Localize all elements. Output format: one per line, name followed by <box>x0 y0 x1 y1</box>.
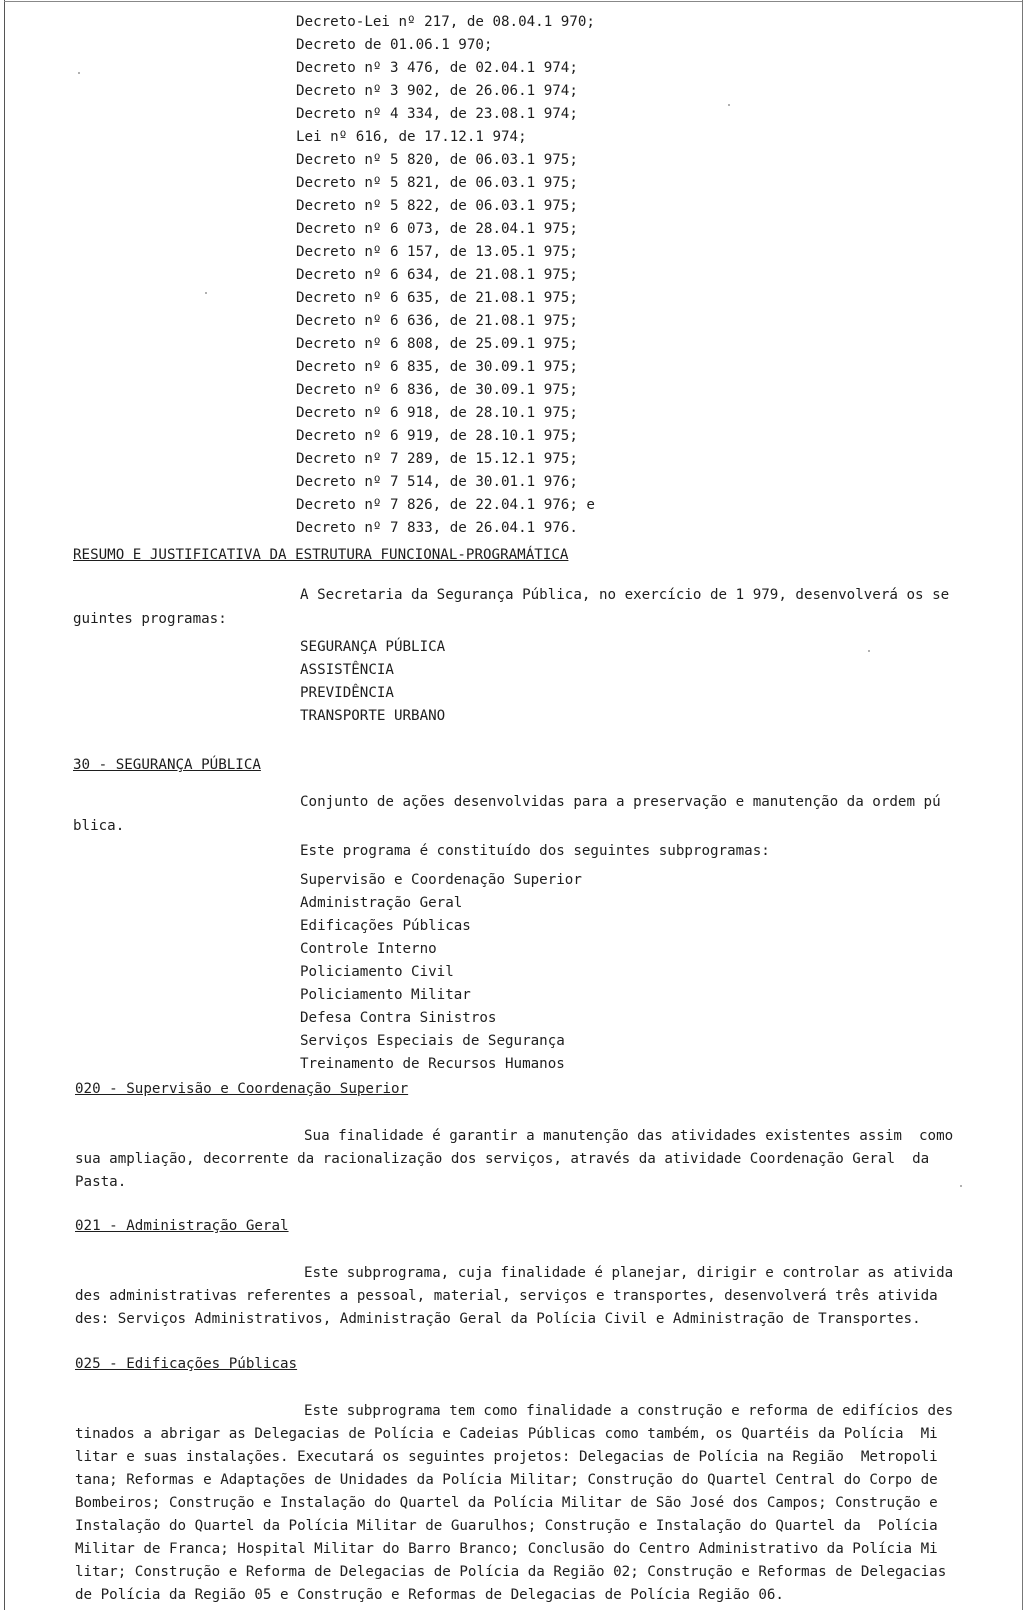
s021-heading: 021 - Administração Geral <box>75 1218 289 1234</box>
seguranca-desc-line: blica. <box>73 818 125 834</box>
subprogram-item: Supervisão e Coordenação Superior <box>300 872 582 888</box>
s020-body-line: Pasta. <box>75 1174 127 1190</box>
decree-item: Decreto nº 5 820, de 06.03.1 975; <box>296 152 578 168</box>
s025-body-line: litar; Construção e Reforma de Delegacias de Polícia da Região 02; Construção e Reformas de Delegacias <box>75 1564 947 1580</box>
decree-item: Decreto nº 6 808, de 25.09.1 975; <box>296 336 578 352</box>
scan-speck <box>960 1185 962 1187</box>
scan-speck <box>868 650 870 652</box>
decree-item: Decreto nº 5 822, de 06.03.1 975; <box>296 198 578 214</box>
s025-body-line: Este subprograma tem como finalidade a construção e reforma de edifícios des <box>304 1403 954 1419</box>
decree-item: Decreto nº 7 289, de 15.12.1 975; <box>296 451 578 467</box>
scan-speck <box>205 292 207 294</box>
subprogram-item: Administração Geral <box>300 895 463 911</box>
s020-heading: 020 - Supervisão e Coordenação Superior <box>75 1081 409 1097</box>
left-border-line <box>4 0 5 1610</box>
s025-body-line: tinados a abrigar as Delegacias de Polícia e Cadeias Públicas como também, os Quartéis da Polícia Mi <box>75 1426 938 1442</box>
s025-heading: 025 - Edificações Públicas <box>75 1356 298 1372</box>
program-item: SEGURANÇA PÚBLICA <box>300 639 446 655</box>
seguranca-heading: 30 - SEGURANÇA PÚBLICA <box>73 757 261 773</box>
s020-body-line: sua ampliação, decorrente da racionalização dos serviços, através da atividade Coordenação Geral da <box>75 1151 930 1167</box>
right-border-line <box>1022 0 1023 1610</box>
s025-body-line: litar e suas instalações. Executará os seguintes projetos: Delegacias de Polícia na Região Metropoli <box>75 1449 938 1465</box>
decree-item: Decreto nº 4 334, de 23.08.1 974; <box>296 106 578 122</box>
decree-item: Decreto nº 6 918, de 28.10.1 975; <box>296 405 578 421</box>
subprogram-item: Policiamento Militar <box>300 987 471 1003</box>
resumo-heading: RESUMO E JUSTIFICATIVA DA ESTRUTURA FUNCIONAL-PROGRAMÁTICA <box>73 547 569 563</box>
program-item: TRANSPORTE URBANO <box>300 708 446 724</box>
s025-body-line: de Polícia da Região 05 e Construção e Reformas de Delegacias de Polícia Região 06. <box>75 1587 784 1603</box>
program-item: ASSISTÊNCIA <box>300 662 394 678</box>
decree-item: Decreto nº 6 636, de 21.08.1 975; <box>296 313 578 329</box>
decree-item: Decreto nº 6 835, de 30.09.1 975; <box>296 359 578 375</box>
resumo-intro-line: guintes programas: <box>73 611 227 627</box>
decree-item: Decreto nº 6 635, de 21.08.1 975; <box>296 290 578 306</box>
resumo-intro-line: A Secretaria da Segurança Pública, no exercício de 1 979, desenvolverá os se <box>300 587 950 603</box>
decree-item: Decreto de 01.06.1 970; <box>296 37 493 53</box>
s021-body-line: des administrativas referentes a pessoal, material, serviços e transportes, desenvolverá três ativida <box>75 1288 938 1304</box>
s021-body-line: des: Serviços Administrativos, Administração Geral da Polícia Civil e Administração de Transportes. <box>75 1311 921 1327</box>
decree-item: Decreto nº 7 826, de 22.04.1 976; e <box>296 497 595 513</box>
decree-item: Lei nº 616, de 17.12.1 974; <box>296 129 527 145</box>
subprogram-item: Defesa Contra Sinistros <box>300 1010 497 1026</box>
program-item: PREVIDÊNCIA <box>300 685 394 701</box>
s025-body-line: Bombeiros; Construção e Instalação do Quartel da Polícia Militar de São José dos Campos; Construção e <box>75 1495 938 1511</box>
decree-item: Decreto nº 6 157, de 13.05.1 975; <box>296 244 578 260</box>
decree-item: Decreto nº 3 476, de 02.04.1 974; <box>296 60 578 76</box>
s025-body-line: Instalação do Quartel da Polícia Militar de Guarulhos; Construção e Instalação do Quartel da Polícia <box>75 1518 938 1534</box>
seguranca-desc-line: Conjunto de ações desenvolvidas para a preservação e manutenção da ordem pú <box>300 794 941 810</box>
decree-item: Decreto nº 6 073, de 28.04.1 975; <box>296 221 578 237</box>
decree-item: Decreto nº 6 836, de 30.09.1 975; <box>296 382 578 398</box>
decree-item: Decreto nº 7 833, de 26.04.1 976. <box>296 520 578 536</box>
s025-body-line: tana; Reformas e Adaptações de Unidades da Polícia Militar; Construção do Quartel Central do Corpo de <box>75 1472 938 1488</box>
subprogram-item: Edificações Públicas <box>300 918 471 934</box>
decree-item: Decreto nº 7 514, de 30.01.1 976; <box>296 474 578 490</box>
subprogram-item: Serviços Especiais de Segurança <box>300 1033 565 1049</box>
decree-item: Decreto nº 5 821, de 06.03.1 975; <box>296 175 578 191</box>
s025-body-line: Militar de Franca; Hospital Militar do Barro Branco; Conclusão do Centro Administrativo da Polícia Mi <box>75 1541 938 1557</box>
s020-body-line: Sua finalidade é garantir a manutenção das atividades existentes assim como <box>304 1128 954 1144</box>
decree-item: Decreto nº 6 919, de 28.10.1 975; <box>296 428 578 444</box>
scan-speck <box>728 104 730 106</box>
decree-item: Decreto nº 3 902, de 26.06.1 974; <box>296 83 578 99</box>
decree-item: Decreto-Lei nº 217, de 08.04.1 970; <box>296 14 595 30</box>
subprograms-intro: Este programa é constituído dos seguintes subprogramas: <box>300 843 770 859</box>
s021-body-line: Este subprograma, cuja finalidade é planejar, dirigir e controlar as ativida <box>304 1265 954 1281</box>
top-border-line <box>4 1 1022 2</box>
decree-item: Decreto nº 6 634, de 21.08.1 975; <box>296 267 578 283</box>
subprogram-item: Controle Interno <box>300 941 437 957</box>
subprogram-item: Treinamento de Recursos Humanos <box>300 1056 565 1072</box>
scan-speck <box>78 72 80 74</box>
subprogram-item: Policiamento Civil <box>300 964 454 980</box>
